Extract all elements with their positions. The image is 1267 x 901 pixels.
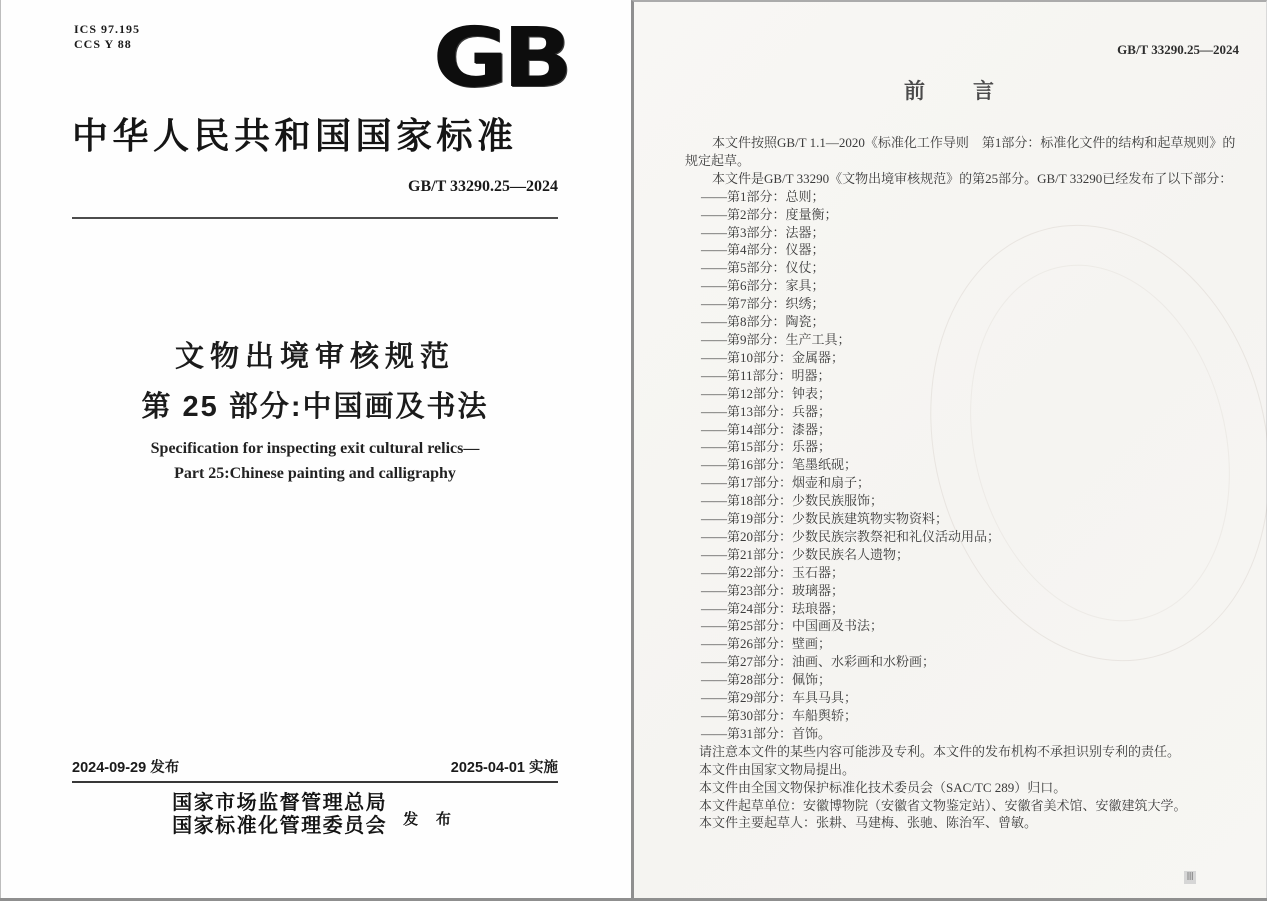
document-title-chinese bbox=[42, 334, 588, 425]
list-item: ——第17部分：烟壶和扇子； bbox=[701, 475, 871, 491]
cover-page bbox=[0, 0, 631, 898]
list-item: ——第19部分：少数民族建筑物实物资料； bbox=[701, 511, 949, 527]
list-item: ——第27部分：油画、水彩画和水粉画； bbox=[701, 654, 936, 670]
list-item: 本文件由国家文物局提出。 bbox=[699, 761, 856, 777]
list-item: ——第8部分：陶瓷； bbox=[701, 314, 825, 330]
title-en-line-1: Specification for inspecting exit cultural relics— bbox=[150, 440, 480, 457]
document-title-english bbox=[42, 436, 588, 486]
list-item: ——第11部分：明器； bbox=[701, 367, 831, 383]
list-item: ——第30部分：车船舆轿； bbox=[701, 708, 858, 723]
list-item: ——第20部分：少数民族宗教祭祀和礼仪活动用品； bbox=[701, 528, 1001, 544]
list-item: ——第3部分：法器； bbox=[701, 224, 825, 240]
standard-type-title: 中华人民共和国国家标准 bbox=[72, 116, 518, 156]
list-item: 请注意本文件的某些内容可能涉及专利。本文件的发布机构不承担识别专利的责任。 bbox=[699, 743, 1181, 759]
page-number: Ⅲ bbox=[1186, 871, 1194, 883]
standard-code: GB/T 33290.25—2024 bbox=[408, 178, 558, 195]
list-item: ——第24部分：珐琅器； bbox=[701, 600, 845, 616]
list-item: ——第21部分：少数民族名人遗物； bbox=[701, 546, 910, 562]
publisher-names bbox=[172, 792, 387, 838]
dates-row bbox=[72, 756, 558, 777]
foreword-heading: 前 言 bbox=[904, 79, 996, 103]
list-item: ——第25部分：中国画及书法； bbox=[701, 618, 884, 634]
list-item: 本文件主要起草人：张耕、马建梅、张驰、陈治军、曾敏。 bbox=[699, 815, 1038, 831]
list-item: ——第31部分：首饰。 bbox=[701, 725, 832, 741]
list-item: ——第12部分：钟表； bbox=[701, 385, 832, 401]
list-item: ——第6部分：家具； bbox=[701, 278, 825, 294]
gb-logo bbox=[418, 12, 582, 106]
list-item: ——第15部分：乐器； bbox=[701, 439, 832, 455]
parts-list bbox=[685, 188, 1241, 743]
publish-label: 发 布 bbox=[403, 811, 458, 828]
publisher-line-1: 国家市场监督管理总局 bbox=[172, 792, 388, 814]
closing-paragraphs bbox=[685, 743, 1241, 833]
list-item: ——第7部分：织绣； bbox=[701, 296, 825, 312]
list-item: 本文件由全国文物保护标准化技术委员会（SAC/TC 289）归口。 bbox=[699, 779, 1067, 795]
list-item: ——第29部分：车具马具； bbox=[701, 690, 858, 706]
ics-code: ICS 97.195 bbox=[74, 22, 141, 36]
foreword-body bbox=[685, 134, 1241, 832]
footer-divider-line bbox=[72, 781, 558, 783]
list-item: ——第14部分：漆器； bbox=[701, 421, 832, 437]
list-item: ——第4部分：仪器； bbox=[701, 242, 825, 258]
list-item: ——第2部分：度量衡； bbox=[701, 206, 838, 222]
list-item: ——第9部分：生产工具； bbox=[701, 331, 851, 347]
list-item: ——第26部分：壁画； bbox=[701, 636, 832, 652]
foreword-paragraph-1: 本文件按照GB/T 1.1—2020《标准化工作导则 第1部分：标准化文件的结构和起草规则》的规定起草。 bbox=[685, 135, 1236, 168]
issue-date: 2024-09-29 发布 bbox=[72, 760, 180, 776]
title-line-1: 文物出境审核规范 bbox=[174, 341, 455, 373]
list-item: ——第18部分：少数民族服饰； bbox=[701, 493, 884, 509]
ccs-code: CCS Y 88 bbox=[74, 37, 132, 51]
running-header-code: GB/T 33290.25—2024 bbox=[1117, 42, 1239, 57]
gb-logo-text: GB bbox=[432, 11, 568, 106]
publisher-block bbox=[72, 792, 558, 838]
list-item: 本文件起草单位：安徽博物院（安徽省文物鉴定站）、安徽省美术馆、安徽建筑大学。 bbox=[699, 797, 1187, 813]
publisher-line-2: 国家标准化管理委员会 bbox=[172, 815, 388, 837]
foreword-paragraph-2: 本文件是GB/T 33290《文物出境审核规范》的第25部分。GB/T 33290已经发布了以下部分： bbox=[712, 170, 1233, 186]
list-item: ——第10部分：金属器； bbox=[701, 349, 845, 365]
title-en-line-2: Part 25:Chinese painting and calligraphy bbox=[174, 465, 456, 482]
list-item: ——第23部分：玻璃器； bbox=[701, 582, 845, 598]
foreword-page bbox=[631, 0, 1267, 898]
classification-codes bbox=[74, 22, 140, 52]
title-line-2: 第 25 部分:中国画及书法 bbox=[141, 391, 489, 423]
list-item: ——第13部分：兵器； bbox=[701, 403, 832, 419]
header-divider-line bbox=[72, 217, 558, 219]
list-item: ——第16部分：笔墨纸砚； bbox=[701, 457, 858, 473]
list-item: ——第5部分：仪仗； bbox=[701, 260, 825, 276]
list-item: ——第28部分：佩饰； bbox=[701, 672, 832, 688]
implement-date: 2025-04-01 实施 bbox=[450, 760, 558, 776]
list-item: ——第1部分：总则； bbox=[701, 188, 825, 204]
list-item: ——第22部分：玉石器； bbox=[701, 564, 845, 580]
page-edge-line bbox=[0, 0, 1, 898]
